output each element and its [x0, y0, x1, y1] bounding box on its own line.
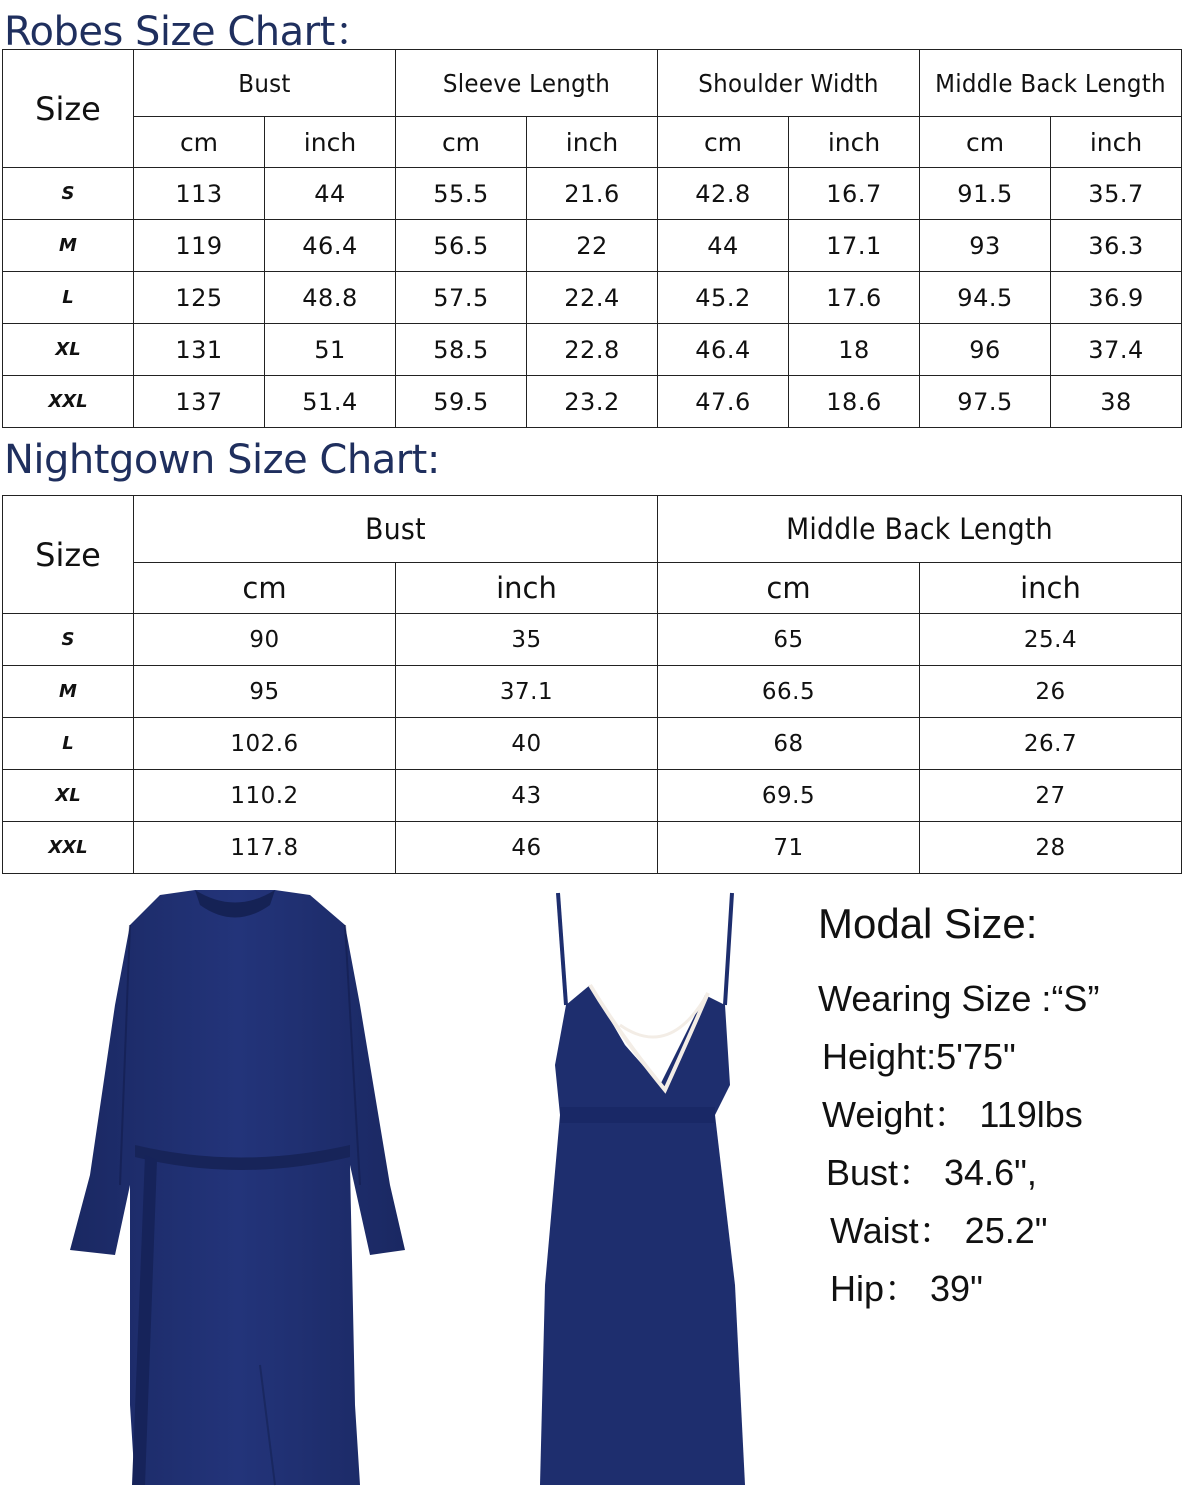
value-cell: 23.2: [527, 376, 658, 428]
value-cell: 57.5: [396, 272, 527, 324]
unit-label: cm: [396, 117, 527, 168]
value-cell: 28: [920, 822, 1182, 874]
value-cell: 36.9: [1051, 272, 1182, 324]
value-cell: 42.8: [658, 168, 789, 220]
value-cell: 22: [527, 220, 658, 272]
robes-unit-row: [3, 117, 1182, 168]
value-cell: 27: [920, 770, 1182, 822]
robes-group-middle-back-length: Middle Back Length: [935, 68, 1166, 98]
value-cell: 46.4: [265, 220, 396, 272]
model-hip: Hip： 39": [830, 1268, 983, 1309]
value-cell: 22.8: [527, 324, 658, 376]
table-row: [3, 220, 1182, 272]
size-cell: L: [3, 718, 134, 770]
value-cell: 46: [396, 822, 658, 874]
value-cell: 44: [658, 220, 789, 272]
size-cell: XL: [3, 324, 134, 376]
value-cell: 65: [658, 614, 920, 666]
model-weight: Weight： 119lbs: [822, 1094, 1083, 1135]
value-cell: 35: [396, 614, 658, 666]
model-bust: Bust： 34.6",: [826, 1152, 1037, 1193]
nightgown-data-rows: [3, 614, 1182, 874]
value-cell: 17.6: [789, 272, 920, 324]
robes-group-header: [658, 50, 920, 117]
value-cell: 110.2: [134, 770, 396, 822]
unit-label: cm: [658, 117, 789, 168]
value-cell: 25.4: [920, 614, 1182, 666]
value-cell: 46.4: [658, 324, 789, 376]
value-cell: 95: [134, 666, 396, 718]
robes-size-header: Size: [3, 50, 134, 168]
value-cell: 137: [134, 376, 265, 428]
robes-group-shoulder-width: Shoulder Width: [698, 68, 879, 98]
value-cell: 71: [658, 822, 920, 874]
value-cell: 69.5: [658, 770, 920, 822]
nightgown-chart-title: Nightgown Size Chart:: [4, 437, 440, 483]
value-cell: 17.1: [789, 220, 920, 272]
model-waist: Waist： 25.2": [830, 1210, 1048, 1251]
value-cell: 48.8: [265, 272, 396, 324]
unit-label: cm: [658, 563, 920, 614]
table-row: [3, 272, 1182, 324]
value-cell: 47.6: [658, 376, 789, 428]
unit-label: cm: [134, 117, 265, 168]
value-cell: 97.5: [920, 376, 1051, 428]
value-cell: 44: [265, 168, 396, 220]
value-cell: 18.6: [789, 376, 920, 428]
value-cell: 21.6: [527, 168, 658, 220]
value-cell: 45.2: [658, 272, 789, 324]
value-cell: 131: [134, 324, 265, 376]
size-cell: M: [3, 666, 134, 718]
value-cell: 117.8: [134, 822, 396, 874]
unit-label: cm: [134, 563, 396, 614]
model-wearing-size: Wearing Size :“S”: [818, 978, 1100, 1019]
value-cell: 96: [920, 324, 1051, 376]
robes-size-table: [2, 49, 1182, 428]
nightgown-group-bust: Bust: [365, 512, 426, 546]
unit-label: inch: [265, 117, 396, 168]
unit-label: inch: [920, 563, 1182, 614]
value-cell: 26.7: [920, 718, 1182, 770]
model-height: Height:5'75": [822, 1036, 1016, 1077]
table-row: [3, 614, 1182, 666]
size-cell: XXL: [3, 822, 134, 874]
size-cell: XL: [3, 770, 134, 822]
value-cell: 36.3: [1051, 220, 1182, 272]
robe-illustration: [60, 885, 420, 1495]
robes-group-header-row: [3, 50, 1182, 117]
unit-label: inch: [396, 563, 658, 614]
table-row: [3, 718, 1182, 770]
value-cell: 93: [920, 220, 1051, 272]
size-cell: L: [3, 272, 134, 324]
nightgown-unit-row: [3, 563, 1182, 614]
nightgown-size-table: [2, 495, 1182, 874]
value-cell: 119: [134, 220, 265, 272]
value-cell: 102.6: [134, 718, 396, 770]
table-row: [3, 666, 1182, 718]
unit-label: inch: [527, 117, 658, 168]
value-cell: 56.5: [396, 220, 527, 272]
value-cell: 51.4: [265, 376, 396, 428]
robes-group-header: [134, 50, 396, 117]
value-cell: 125: [134, 272, 265, 324]
model-size-title: Modal Size:: [818, 900, 1038, 947]
table-row: [3, 822, 1182, 874]
nightgown-group-header-row: [3, 496, 1182, 563]
value-cell: 22.4: [527, 272, 658, 324]
robes-chart-title: Robes Size Chart：: [4, 9, 375, 55]
model-size-info: [818, 900, 1178, 1318]
value-cell: 40: [396, 718, 658, 770]
nightgown-group-header: [658, 496, 1182, 563]
value-cell: 90: [134, 614, 396, 666]
size-cell: M: [3, 220, 134, 272]
value-cell: 55.5: [396, 168, 527, 220]
table-row: [3, 168, 1182, 220]
value-cell: 37.4: [1051, 324, 1182, 376]
table-row: [3, 770, 1182, 822]
value-cell: 16.7: [789, 168, 920, 220]
value-cell: 94.5: [920, 272, 1051, 324]
value-cell: 68: [658, 718, 920, 770]
value-cell: 38: [1051, 376, 1182, 428]
robes-group-sleeve-length: Sleeve Length: [442, 68, 611, 98]
unit-label: inch: [1051, 117, 1182, 168]
table-row: [3, 324, 1182, 376]
value-cell: 58.5: [396, 324, 527, 376]
robes-group-bust: Bust: [238, 68, 291, 98]
nightgown-group-middle-back-length: Middle Back Length: [786, 512, 1053, 546]
value-cell: 43: [396, 770, 658, 822]
size-cell: S: [3, 168, 134, 220]
robes-group-header: [396, 50, 658, 117]
value-cell: 66.5: [658, 666, 920, 718]
unit-label: inch: [789, 117, 920, 168]
table-row: [3, 376, 1182, 428]
size-cell: XXL: [3, 376, 134, 428]
value-cell: 26: [920, 666, 1182, 718]
nightgown-group-header: [134, 496, 658, 563]
value-cell: 18: [789, 324, 920, 376]
value-cell: 59.5: [396, 376, 527, 428]
unit-label: cm: [920, 117, 1051, 168]
nightgown-size-header: Size: [3, 496, 134, 614]
robes-group-header: [920, 50, 1182, 117]
value-cell: 37.1: [396, 666, 658, 718]
robes-data-rows: [3, 168, 1182, 428]
nightgown-illustration: [530, 885, 760, 1495]
value-cell: 35.7: [1051, 168, 1182, 220]
size-cell: S: [3, 614, 134, 666]
value-cell: 51: [265, 324, 396, 376]
value-cell: 91.5: [920, 168, 1051, 220]
value-cell: 113: [134, 168, 265, 220]
